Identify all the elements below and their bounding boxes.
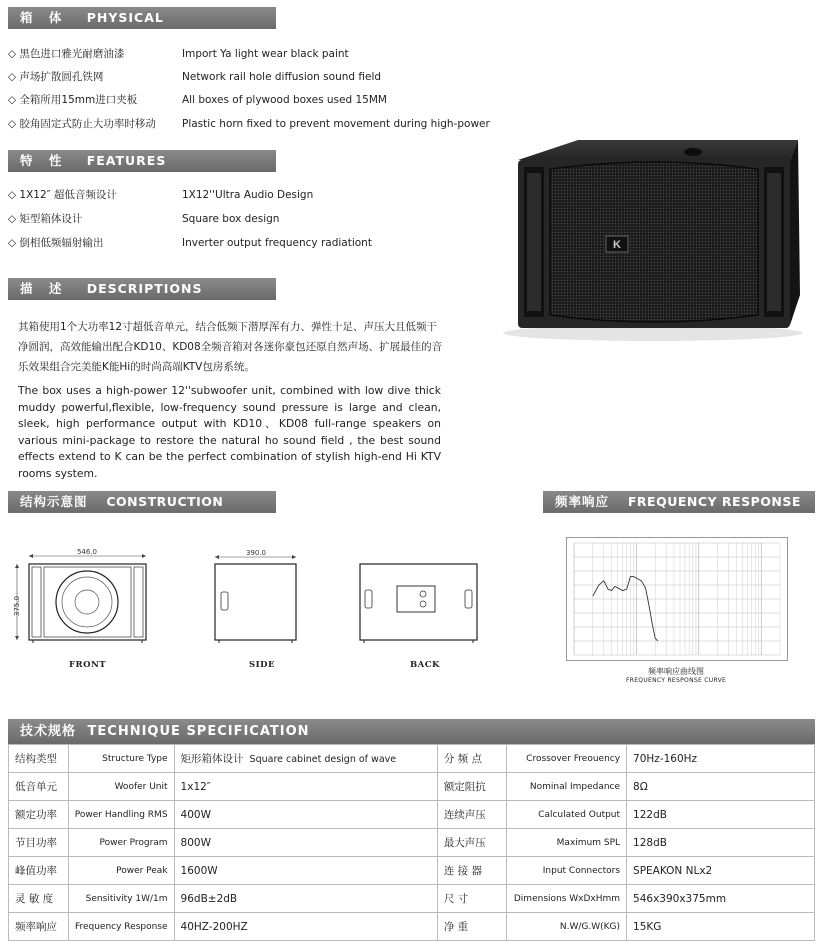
spec-label-en: Frequency Response — [68, 913, 174, 941]
construction-title-cn: 结构示意图 — [20, 494, 88, 509]
physical-item-cn: ◇ 声场扩散圆孔铁网 — [8, 71, 104, 83]
spec-title-cn: 技术规格 — [20, 724, 77, 739]
front-view-drawing — [10, 548, 160, 648]
descriptions-title-en: DESCRIPTIONS — [86, 281, 203, 296]
physical-title-cn: 箱 体 — [20, 10, 68, 25]
features-header — [8, 150, 276, 172]
spec-value — [174, 745, 437, 773]
frequency-caption-en: FREQUENCY RESPONSE CURVE — [626, 677, 727, 684]
physical-item-en: Import Ya light wear black paint — [182, 48, 349, 60]
spec-value: 70Hz-160Hz — [627, 745, 815, 773]
list-item — [8, 69, 478, 85]
spec-value — [174, 773, 437, 801]
spec-label-en: Dimensions WxDxHmm — [507, 885, 627, 913]
physical-header — [8, 7, 276, 29]
side-label: SIDE — [249, 660, 275, 670]
spec-label-en: Power Peak — [68, 857, 174, 885]
list-item — [8, 211, 478, 227]
physical-item-en: Plastic horn fixed to prevent movement during high-power — [182, 118, 490, 130]
spec-value-main: 800W — [180, 836, 211, 849]
feature-item-en: 1X12''Ultra Audio Design — [182, 189, 314, 201]
spec-value: SPEAKON NLx2 — [627, 857, 815, 885]
back-view-drawing — [354, 548, 484, 648]
spec-value-main: 40HZ-200HZ — [180, 920, 248, 933]
spec-table — [8, 744, 815, 941]
list-item — [8, 187, 478, 203]
spec-label-en: Power Program — [68, 829, 174, 857]
spec-label-en: Nominal Impedance — [507, 773, 627, 801]
spec-label-cn: 连 接 器 — [437, 857, 506, 885]
spec-label-cn: 灵 敏 度 — [9, 885, 69, 913]
table-row — [9, 773, 815, 801]
product-image — [488, 135, 813, 345]
spec-label-cn: 峰值功率 — [9, 857, 69, 885]
spec-value-main: 1x12″ — [180, 780, 211, 793]
side-view-drawing — [206, 548, 306, 648]
spec-label-cn: 低音单元 — [9, 773, 69, 801]
table-row — [9, 745, 815, 773]
spec-value-detail: Square cabinet design of wave — [249, 754, 397, 765]
list-item — [8, 116, 490, 132]
spec-label-cn: 净 重 — [437, 913, 506, 941]
frequency-response-chart — [566, 537, 788, 661]
frequency-title-cn: 频率响应 — [555, 494, 610, 509]
table-row — [9, 913, 815, 941]
spec-label-en: Calculated Output — [507, 801, 627, 829]
spec-label-cn: 连续声压 — [437, 801, 506, 829]
back-label: BACK — [410, 660, 440, 670]
spec-label-en: Input Connectors — [507, 857, 627, 885]
physical-title-en: PHYSICAL — [86, 10, 164, 25]
spec-value: 546x390x375mm — [627, 885, 815, 913]
spec-value-main: 400W — [180, 808, 211, 821]
spec-header — [8, 719, 815, 744]
physical-item-cn: ◇ 胶角固定式防止大功率时移动 — [8, 118, 156, 130]
spec-value — [174, 913, 437, 941]
spec-label-en: N.W/G.W(KG) — [507, 913, 627, 941]
spec-label-cn: 最大声压 — [437, 829, 506, 857]
depth-dimension: 390.0 — [245, 549, 267, 557]
spec-value-main: 矩形箱体设计 — [180, 753, 244, 765]
spec-value: 15KG — [627, 913, 815, 941]
frequency-header — [543, 491, 815, 513]
spec-label-en: Woofer Unit — [68, 773, 174, 801]
spec-label-en: Power Handling RMS — [68, 801, 174, 829]
feature-item-cn: ◇ 倒相低频辐射输出 — [8, 237, 104, 249]
spec-label-cn: 额定功率 — [9, 801, 69, 829]
descriptions-title-cn: 描 述 — [20, 281, 68, 296]
spec-value: 8Ω — [627, 773, 815, 801]
spec-value — [174, 885, 437, 913]
spec-value — [174, 857, 437, 885]
physical-item-cn: ◇ 黑色进口雅光耐磨油漆 — [8, 48, 125, 60]
spec-value — [174, 801, 437, 829]
width-dimension: 546.0 — [76, 548, 98, 556]
table-row — [9, 885, 815, 913]
spec-value: 128dB — [627, 829, 815, 857]
table-row — [9, 857, 815, 885]
list-item — [8, 235, 478, 251]
feature-item-en: Inverter output frequency radiationt — [182, 237, 372, 249]
features-title-en: FEATURES — [86, 153, 167, 168]
list-item — [8, 46, 478, 62]
table-row — [9, 829, 815, 857]
spec-label-en: Structure Type — [68, 745, 174, 773]
spec-title-en: TECHNIQUE SPECIFICATION — [87, 724, 310, 739]
feature-item-cn: ◇ 1X12″ 超低音频设计 — [8, 189, 117, 201]
physical-item-en: All boxes of plywood boxes used 15MM — [182, 94, 387, 106]
spec-label-cn: 频率响应 — [9, 913, 69, 941]
list-item — [8, 92, 478, 108]
spec-value-main: 96dB±2dB — [180, 892, 238, 905]
spec-label-cn: 额定阻抗 — [437, 773, 506, 801]
frequency-title-en: FREQUENCY RESPONSE — [627, 494, 801, 509]
frequency-caption-cn: 频率响应曲线图 — [648, 667, 704, 676]
spec-label-cn: 节目功率 — [9, 829, 69, 857]
features-title-cn: 特 性 — [20, 153, 68, 168]
spec-value: 122dB — [627, 801, 815, 829]
feature-item-cn: ◇ 矩型箱体设计 — [8, 213, 83, 225]
physical-item-cn: ◇ 全箱所用15mm进口夹板 — [8, 94, 138, 106]
construction-header — [8, 491, 276, 531]
construction-title-en: CONSTRUCTION DRAWING — [20, 494, 224, 531]
descriptions-header — [8, 278, 276, 300]
spec-label-cn: 尺 寸 — [437, 885, 506, 913]
spec-label-cn: 分 频 点 — [437, 745, 506, 773]
table-row — [9, 801, 815, 829]
spec-label-cn: 结构类型 — [9, 745, 69, 773]
height-dimension: 375.0 — [13, 595, 21, 617]
front-label: FRONT — [69, 660, 107, 670]
spec-label-en: Sensitivity 1W/1m — [68, 885, 174, 913]
spec-value-main: 1600W — [180, 864, 218, 877]
spec-label-en: Crossover Freouency — [507, 745, 627, 773]
description-text-cn: 其箱使用1个大功率12寸超低音单元，结合低频下潜厚浑有力、弹性十足、声压大且低频干净圆润，高效能输出配合KD10、KD08全频音箱对各迷你豪包还原自然声场、扩展最佳的音乐效果组合完美能K能Hi的时尚高端KTV包房系统。 — [18, 321, 443, 373]
physical-item-en: Network rail hole diffusion sound field — [182, 71, 382, 83]
product-badge: K — [613, 239, 621, 251]
spec-label-en: Maximum SPL — [507, 829, 627, 857]
description-text-en: The box uses a high-power 12''subwoofer unit, combined with low dive thick muddy powerful,flexible, low-frequency sound pressure is large and clean, sleek, high performance output with KD10、KD08 full-range speakers on various mini-package to restore the natural ho sound field , the best sound effects extend to K can be the perfect combination of stylish high-end Hi KTV rooms system. — [18, 384, 441, 480]
spec-value — [174, 829, 437, 857]
feature-item-en: Square box design — [182, 213, 280, 225]
